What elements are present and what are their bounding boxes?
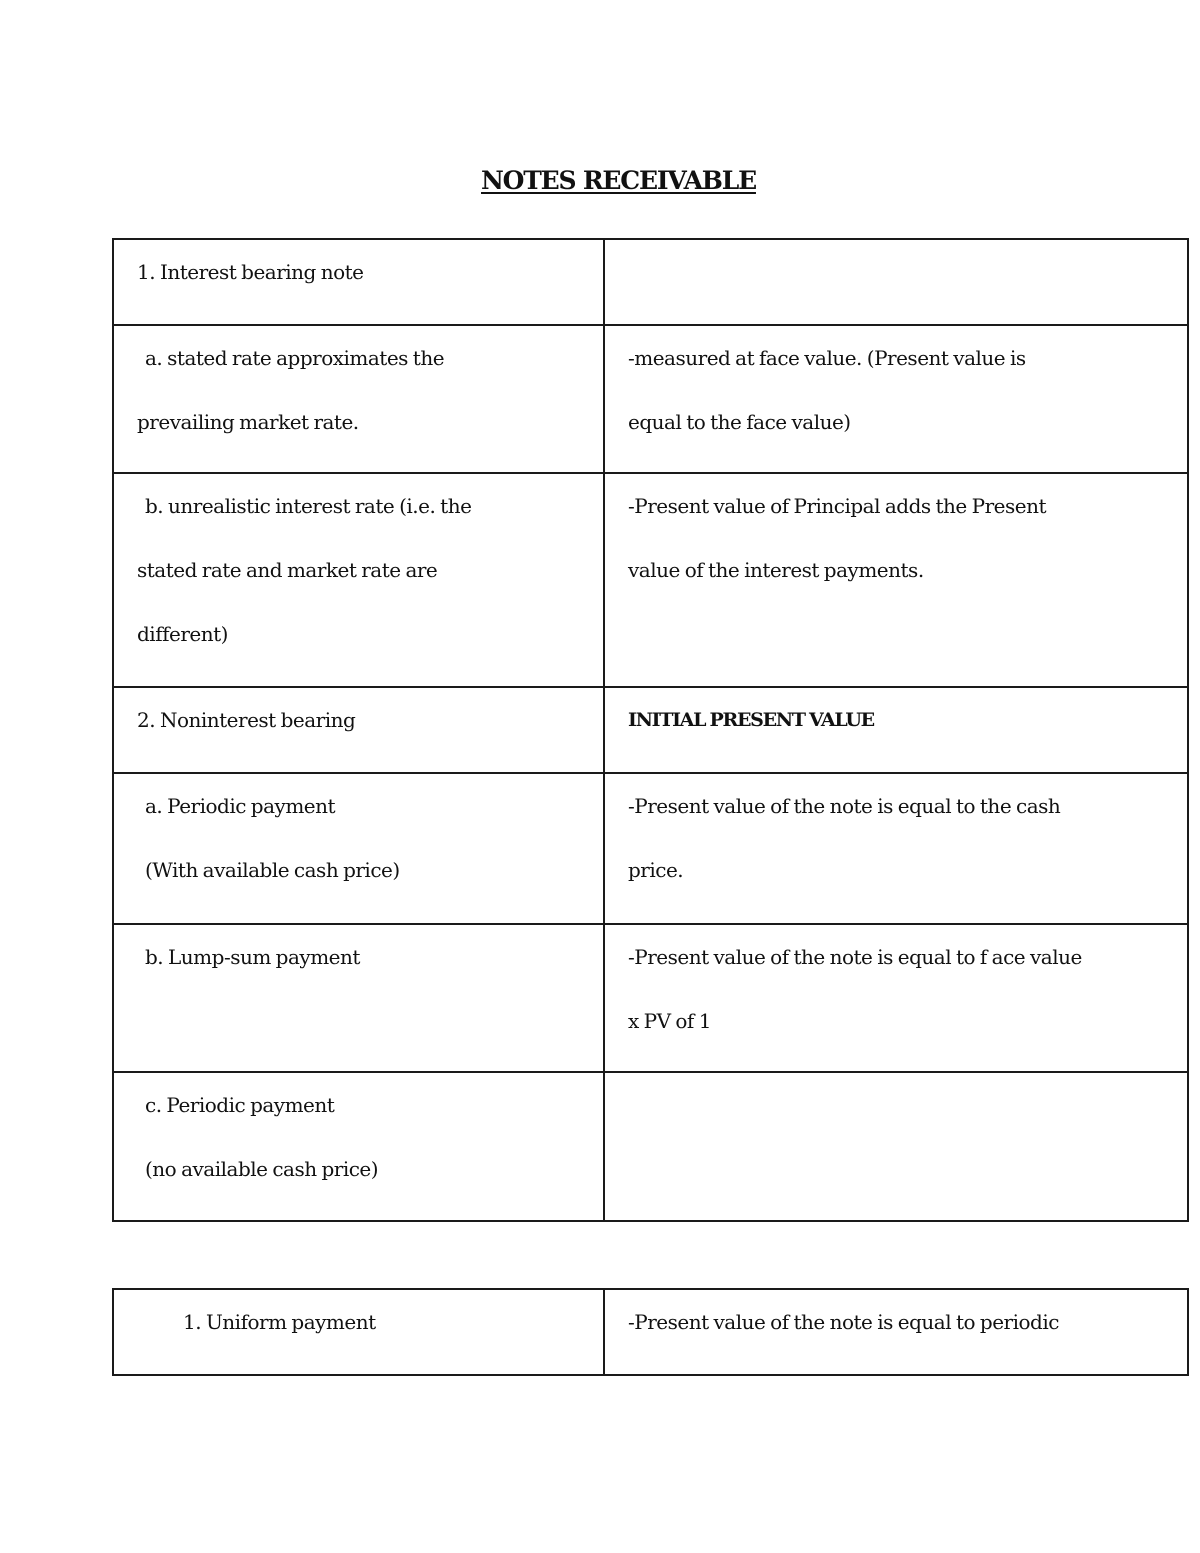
row-description-continued: price. bbox=[628, 858, 684, 882]
initial-present-value-heading: INITIAL PRESENT VALUE bbox=[628, 709, 874, 731]
row-label-cell bbox=[113, 1289, 604, 1375]
row-label-continued: (With available cash price) bbox=[145, 858, 400, 882]
row-description-continued: value of the interest payments. bbox=[628, 558, 924, 582]
row-description-cell bbox=[604, 1072, 1188, 1221]
row-description: -measured at face value. (Present value is bbox=[628, 346, 1026, 370]
row-label-cell bbox=[113, 239, 604, 325]
table-row-stated-rate bbox=[113, 325, 1188, 473]
row-label-continued: (no available cash price) bbox=[145, 1157, 379, 1181]
table-row-lump-sum-payment bbox=[113, 924, 1188, 1072]
row-label-continued: stated rate and market rate are bbox=[137, 558, 438, 582]
notes-receivable-table bbox=[112, 238, 1189, 1222]
row-description: -Present value of the note is equal to f ace value bbox=[628, 945, 1082, 969]
table-row-noninterest-bearing bbox=[113, 687, 1188, 773]
row-label-cell bbox=[113, 325, 604, 473]
row-description-continued: equal to the face value) bbox=[628, 410, 851, 434]
row-label: a. Periodic payment bbox=[145, 794, 336, 818]
table-row-periodic-payment-no-cash-price bbox=[113, 1072, 1188, 1221]
row-label: b. Lump-sum payment bbox=[145, 945, 360, 969]
row-label: 1. Interest bearing note bbox=[137, 260, 364, 284]
row-label: 1. Uniform payment bbox=[183, 1310, 376, 1334]
row-heading-cell bbox=[604, 687, 1188, 773]
row-description-cell bbox=[604, 473, 1188, 687]
row-label-cell bbox=[113, 687, 604, 773]
row-label: a. stated rate approximates the bbox=[145, 346, 445, 370]
table-row-interest-bearing bbox=[113, 239, 1188, 325]
row-description-cell bbox=[604, 924, 1188, 1072]
table-row-uniform-payment bbox=[113, 1289, 1188, 1375]
row-description: -Present value of the note is equal to the cash bbox=[628, 794, 1061, 818]
row-description-cell bbox=[604, 239, 1188, 325]
row-description-cell bbox=[604, 325, 1188, 473]
row-label: c. Periodic payment bbox=[145, 1093, 335, 1117]
row-label-continued: prevailing market rate. bbox=[137, 410, 359, 434]
table-row-periodic-payment-cash-price bbox=[113, 773, 1188, 924]
row-label-continued: different) bbox=[137, 622, 228, 646]
table-row-unrealistic-rate bbox=[113, 473, 1188, 687]
row-description: -Present value of Principal adds the Present bbox=[628, 494, 1046, 518]
row-label-cell bbox=[113, 773, 604, 924]
row-label: b. unrealistic interest rate (i.e. the bbox=[145, 494, 472, 518]
row-label: 2. Noninterest bearing bbox=[137, 708, 356, 732]
row-label-cell bbox=[113, 473, 604, 687]
uniform-payment-table bbox=[112, 1288, 1189, 1376]
row-label-cell bbox=[113, 1072, 604, 1221]
row-description-cell bbox=[604, 773, 1188, 924]
row-description: -Present value of the note is equal to periodic bbox=[628, 1310, 1059, 1334]
row-label-cell bbox=[113, 924, 604, 1072]
row-description-cell bbox=[604, 1289, 1188, 1375]
row-description-continued: x PV of 1 bbox=[628, 1009, 711, 1033]
page-title: NOTES RECEIVABLE bbox=[481, 166, 756, 195]
